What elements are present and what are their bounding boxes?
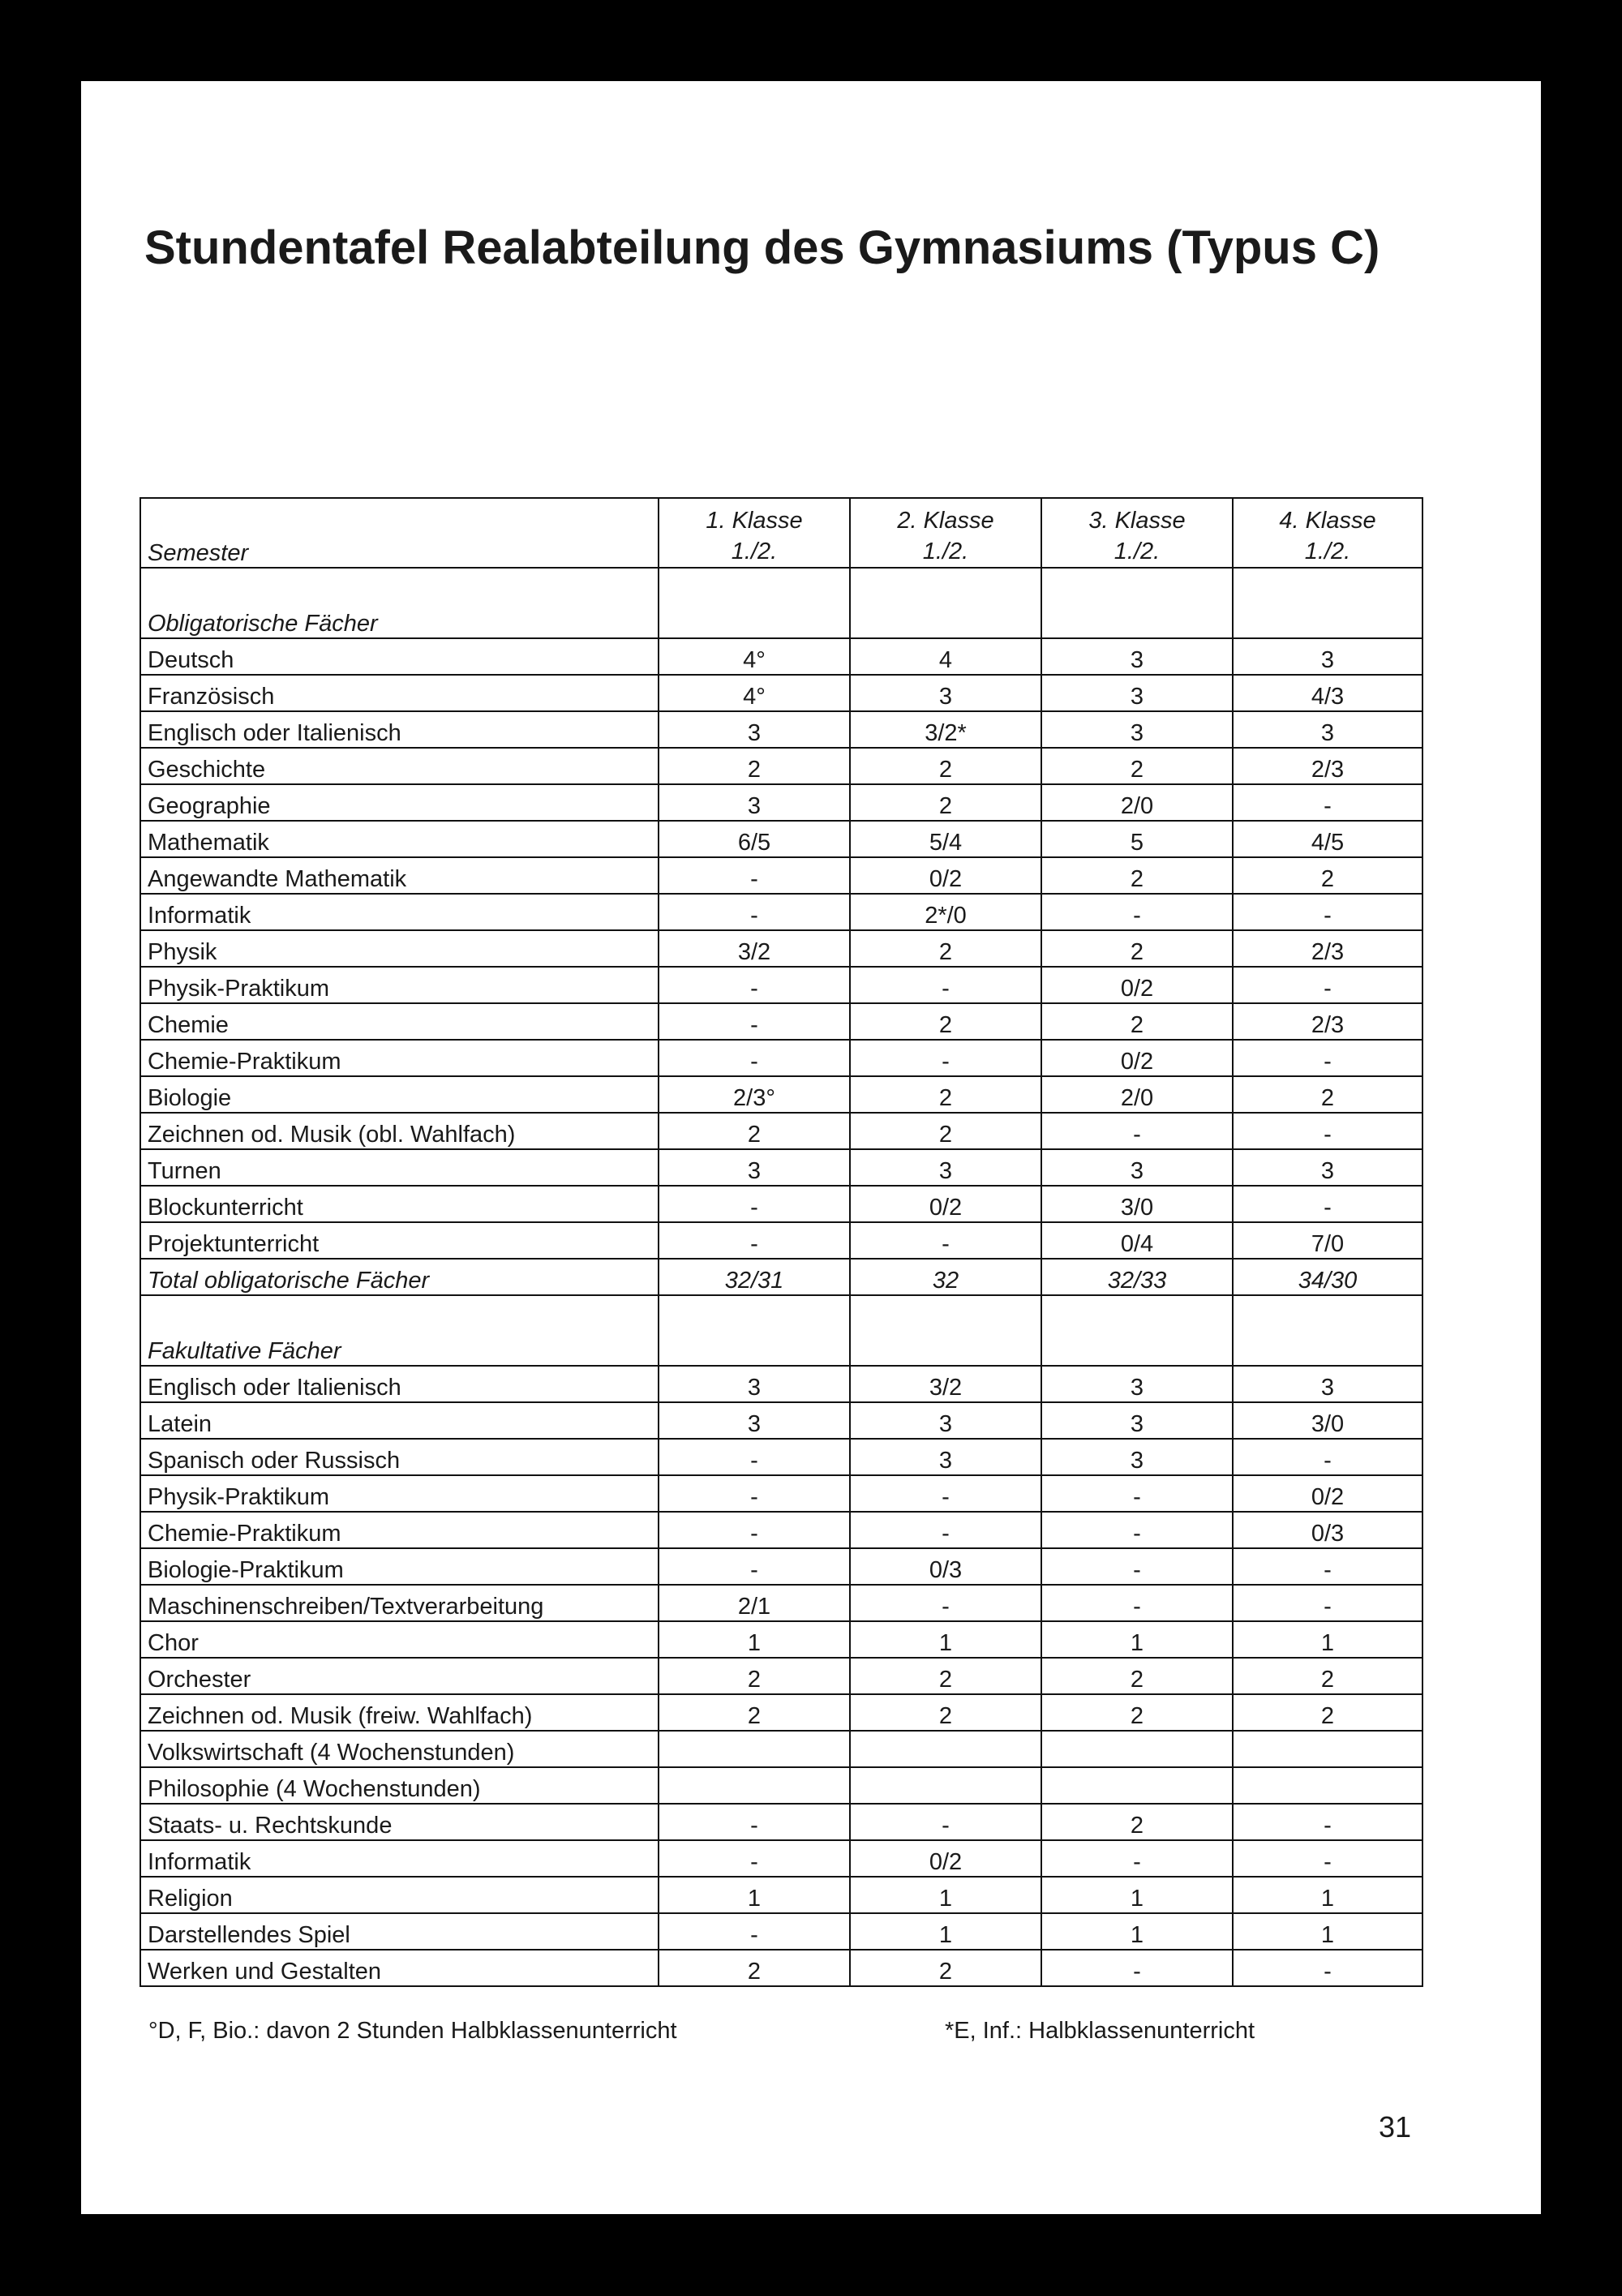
hours-cell: 2 [1041,1003,1233,1040]
subject-cell: Angewandte Mathematik [140,857,659,894]
page-number: 31 [1379,2110,1412,2144]
table-row [140,1003,1422,1040]
hours-cell: 3 [850,1149,1041,1186]
table-row [140,1512,1422,1548]
table-row [140,1731,1422,1767]
hours-cell: 1 [1233,1621,1422,1658]
hours-cell: 2 [659,1658,850,1694]
subject-cell: Physik-Praktikum [140,967,659,1003]
optional-section-header [140,1295,1422,1366]
subject-cell: Englisch oder Italienisch [140,1366,659,1402]
hours-cell: 0/2 [1041,1040,1233,1076]
hours-cell: - [659,1548,850,1585]
header-col-3-line2: 1./2. [1114,539,1161,564]
hours-cell: 2 [1041,748,1233,784]
subject-cell: Religion [140,1877,659,1913]
hours-cell: - [659,857,850,894]
hours-cell: 2/3 [1233,1003,1422,1040]
obligatory-section-header [140,568,1422,638]
table-row [140,1950,1422,1986]
hours-cell: 3 [1041,1366,1233,1402]
hours-cell: 1 [1041,1621,1233,1658]
empty-cell [850,1295,1041,1366]
hours-cell: 2 [850,1003,1041,1040]
table-row [140,1694,1422,1731]
subject-cell: Chemie [140,1003,659,1040]
footnote-halbklasse-degree: °D, F, Bio.: davon 2 Stunden Halbklassenunterricht [148,2018,677,2044]
subject-cell: Chemie-Praktikum [140,1040,659,1076]
hours-cell: - [850,1804,1041,1840]
total-cell: 32/33 [1041,1259,1233,1295]
hours-cell: 0/2 [1041,967,1233,1003]
page-title: Stundentafel Realabteilung des Gymnasiums (Typus C) [144,221,1380,274]
hours-cell: 1 [1233,1877,1422,1913]
hours-cell: 3 [1233,638,1422,675]
hours-cell: 3 [659,1366,850,1402]
hours-cell: 2 [850,748,1041,784]
empty-cell [1233,1295,1422,1366]
subject-cell: Orchester [140,1658,659,1694]
hours-cell: 0/2 [850,857,1041,894]
hours-cell: 2 [850,1950,1041,1986]
obligatory-section-title: Obligatorische Fächer [140,568,659,638]
hours-cell: 1 [850,1877,1041,1913]
empty-cell [1041,568,1233,638]
header-col-3-line1: 3. Klasse [1088,508,1186,534]
table-row [140,1913,1422,1950]
hours-cell [850,1767,1041,1804]
table-row [140,1040,1422,1076]
hours-cell: 3 [1041,1402,1233,1439]
subject-cell: Spanisch oder Russisch [140,1439,659,1475]
hours-cell: 1 [1041,1913,1233,1950]
document-page [81,81,1541,2214]
hours-cell: 0/3 [1233,1512,1422,1548]
hours-cell: 2/3 [1233,930,1422,967]
empty-cell [850,568,1041,638]
table-row [140,1113,1422,1149]
hours-cell: 3 [850,675,1041,711]
hours-cell: 3 [1041,711,1233,748]
hours-cell: 2/3 [1233,748,1422,784]
hours-cell: - [1233,1439,1422,1475]
hours-cell: - [1041,1585,1233,1621]
subject-cell: Physik-Praktikum [140,1475,659,1512]
table-row [140,821,1422,857]
hours-cell: - [1041,894,1233,930]
header-col-4 [1233,498,1422,568]
table-row [140,1149,1422,1186]
hours-cell: 3 [1233,1366,1422,1402]
hours-cell [659,1731,850,1767]
hours-cell: 3 [659,1402,850,1439]
hours-cell: 2 [850,930,1041,967]
table-row [140,930,1422,967]
hours-cell: 3 [1233,1149,1422,1186]
hours-cell: 3 [1041,1149,1233,1186]
hours-cell: - [1041,1548,1233,1585]
hours-cell: - [659,1512,850,1548]
subject-cell: Projektunterricht [140,1222,659,1259]
hours-cell: 1 [659,1621,850,1658]
total-cell: 32/31 [659,1259,850,1295]
hours-cell: 4° [659,675,850,711]
header-col-1-line2: 1./2. [731,539,778,564]
subject-cell: Blockunterricht [140,1186,659,1222]
table-row [140,1366,1422,1402]
table-row [140,1186,1422,1222]
hours-cell: 3 [659,711,850,748]
hours-cell: - [659,1840,850,1877]
hours-cell: 0/2 [850,1840,1041,1877]
hours-cell: 4° [659,638,850,675]
table-row [140,1585,1422,1621]
table-row [140,967,1422,1003]
hours-cell: 3 [659,784,850,821]
subject-cell: Deutsch [140,638,659,675]
hours-cell: 1 [659,1877,850,1913]
subject-cell: Englisch oder Italienisch [140,711,659,748]
hours-cell: 3/2* [850,711,1041,748]
header-col-2-line1: 2. Klasse [897,508,994,534]
table-row [140,1076,1422,1113]
total-cell: 34/30 [1233,1259,1422,1295]
hours-cell [1233,1767,1422,1804]
header-col-2 [850,498,1041,568]
hours-cell: 2/3° [659,1076,850,1113]
hours-cell: 2 [850,784,1041,821]
subject-cell: Volkswirtschaft (4 Wochenstunden) [140,1731,659,1767]
subject-cell: Französisch [140,675,659,711]
hours-cell: 2 [1041,930,1233,967]
table-row [140,1804,1422,1840]
hours-cell [659,1767,850,1804]
hours-cell: 2 [1233,857,1422,894]
hours-cell [850,1731,1041,1767]
hours-cell: - [1233,1950,1422,1986]
table-row [140,894,1422,930]
header-col-1-line1: 1. Klasse [706,508,803,534]
hours-cell: - [1041,1950,1233,1986]
hours-cell: 2/0 [1041,784,1233,821]
hours-cell: 2 [850,1658,1041,1694]
hours-cell: 2 [850,1694,1041,1731]
table-row [140,1222,1422,1259]
hours-cell: 0/2 [850,1186,1041,1222]
table-row [140,857,1422,894]
hours-cell: - [659,1186,850,1222]
table-row [140,675,1422,711]
hours-cell: - [850,1222,1041,1259]
header-semester: Semester [140,498,659,568]
subject-cell: Informatik [140,894,659,930]
hours-cell: 7/0 [1233,1222,1422,1259]
hours-cell: 1 [1233,1913,1422,1950]
empty-cell [659,568,850,638]
hours-cell: 3 [659,1149,850,1186]
hours-cell: 3 [1041,675,1233,711]
subject-cell: Zeichnen od. Musik (freiw. Wahlfach) [140,1694,659,1731]
hours-cell: 2 [659,1113,850,1149]
hours-cell: 3 [850,1439,1041,1475]
hours-cell: 2 [659,748,850,784]
hours-cell: - [1041,1840,1233,1877]
table-row [140,1402,1422,1439]
footnote-halbklasse-asterisk: *E, Inf.: Halbklassenunterricht [945,2018,1255,2044]
hours-cell [1233,1731,1422,1767]
table-row [140,784,1422,821]
hours-cell: 3/0 [1041,1186,1233,1222]
subject-cell: Staats- u. Rechtskunde [140,1804,659,1840]
hours-cell: 5 [1041,821,1233,857]
hours-cell: 2 [1233,1076,1422,1113]
subject-cell: Informatik [140,1840,659,1877]
header-col-2-line2: 1./2. [922,539,969,564]
hours-cell: - [659,1222,850,1259]
hours-cell: 6/5 [659,821,850,857]
hours-cell: 4/5 [1233,821,1422,857]
subject-cell: Latein [140,1402,659,1439]
hours-cell: - [1233,1548,1422,1585]
hours-cell: 2 [1041,1658,1233,1694]
hours-cell: 1 [850,1621,1041,1658]
subject-cell: Geographie [140,784,659,821]
hours-cell: - [1233,1113,1422,1149]
hours-cell: - [1233,1585,1422,1621]
subject-cell: Darstellendes Spiel [140,1913,659,1950]
hours-cell: 2 [850,1113,1041,1149]
hours-cell: 2/1 [659,1585,850,1621]
hours-cell: 2 [1041,1694,1233,1731]
hours-cell: - [659,1804,850,1840]
subject-cell: Chemie-Praktikum [140,1512,659,1548]
total-label: Total obligatorische Fächer [140,1259,659,1295]
hours-cell: 2 [1233,1658,1422,1694]
subject-cell: Turnen [140,1149,659,1186]
hours-cell: - [850,967,1041,1003]
table-row [140,748,1422,784]
hours-cell: - [850,1040,1041,1076]
hours-cell: - [850,1475,1041,1512]
subject-cell: Chor [140,1621,659,1658]
table-row [140,1439,1422,1475]
hours-cell: 1 [1041,1877,1233,1913]
total-row [140,1259,1422,1295]
hours-cell: - [850,1585,1041,1621]
hours-cell: 3/2 [659,930,850,967]
hours-cell: 2 [1041,857,1233,894]
subject-cell: Zeichnen od. Musik (obl. Wahlfach) [140,1113,659,1149]
header-col-3 [1041,498,1233,568]
table-row [140,1840,1422,1877]
table-row [140,1877,1422,1913]
hours-cell: 3 [850,1402,1041,1439]
hours-cell: 3/2 [850,1366,1041,1402]
table-row [140,1548,1422,1585]
empty-cell [659,1295,850,1366]
hours-cell: 3 [1041,638,1233,675]
subject-cell: Mathematik [140,821,659,857]
subject-cell: Physik [140,930,659,967]
table-row [140,711,1422,748]
total-cell: 32 [850,1259,1041,1295]
hours-cell: - [1233,894,1422,930]
table-row [140,638,1422,675]
hours-cell: - [1041,1475,1233,1512]
hours-cell: - [659,967,850,1003]
hours-cell: - [1233,1840,1422,1877]
hours-cell: 0/4 [1041,1222,1233,1259]
hours-cell: 0/3 [850,1548,1041,1585]
hours-cell: - [1233,1040,1422,1076]
hours-cell: 1 [850,1913,1041,1950]
empty-cell [1041,1295,1233,1366]
subject-cell: Biologie [140,1076,659,1113]
table-row [140,1621,1422,1658]
hours-cell: - [659,1003,850,1040]
empty-cell [1233,568,1422,638]
hours-cell: 2/0 [1041,1076,1233,1113]
header-col-4-line2: 1./2. [1304,539,1351,564]
hours-cell [1041,1731,1233,1767]
hours-cell: 2 [1041,1804,1233,1840]
subject-cell: Maschinenschreiben/Textverarbeitung [140,1585,659,1621]
timetable [139,497,1423,1987]
header-col-4-line1: 4. Klasse [1279,508,1376,534]
subject-cell: Philosophie (4 Wochenstunden) [140,1767,659,1804]
hours-cell: - [1233,1804,1422,1840]
hours-cell: 4/3 [1233,675,1422,711]
hours-cell: - [659,894,850,930]
hours-cell: - [1041,1113,1233,1149]
subject-cell: Biologie-Praktikum [140,1548,659,1585]
hours-cell: 5/4 [850,821,1041,857]
header-row [140,498,1422,568]
hours-cell: 2 [1233,1694,1422,1731]
subject-cell: Geschichte [140,748,659,784]
hours-cell: - [850,1512,1041,1548]
table-row [140,1767,1422,1804]
hours-cell: - [659,1439,850,1475]
hours-cell: - [1233,784,1422,821]
hours-cell: - [1041,1512,1233,1548]
table-row [140,1658,1422,1694]
optional-section-title: Fakultative Fächer [140,1295,659,1366]
hours-cell: - [659,1040,850,1076]
hours-cell: 0/2 [1233,1475,1422,1512]
hours-cell: 4 [850,638,1041,675]
hours-cell: - [1233,1186,1422,1222]
hours-cell [1041,1767,1233,1804]
hours-cell: 3/0 [1233,1402,1422,1439]
hours-cell: 2 [659,1950,850,1986]
header-col-1 [659,498,850,568]
hours-cell: - [1233,967,1422,1003]
subject-cell: Werken und Gestalten [140,1950,659,1986]
hours-cell: - [659,1475,850,1512]
table-row [140,1475,1422,1512]
hours-cell: 3 [1233,711,1422,748]
hours-cell: - [659,1913,850,1950]
hours-cell: 2 [850,1076,1041,1113]
hours-cell: 2*/0 [850,894,1041,930]
hours-cell: 3 [1041,1439,1233,1475]
hours-cell: 2 [659,1694,850,1731]
